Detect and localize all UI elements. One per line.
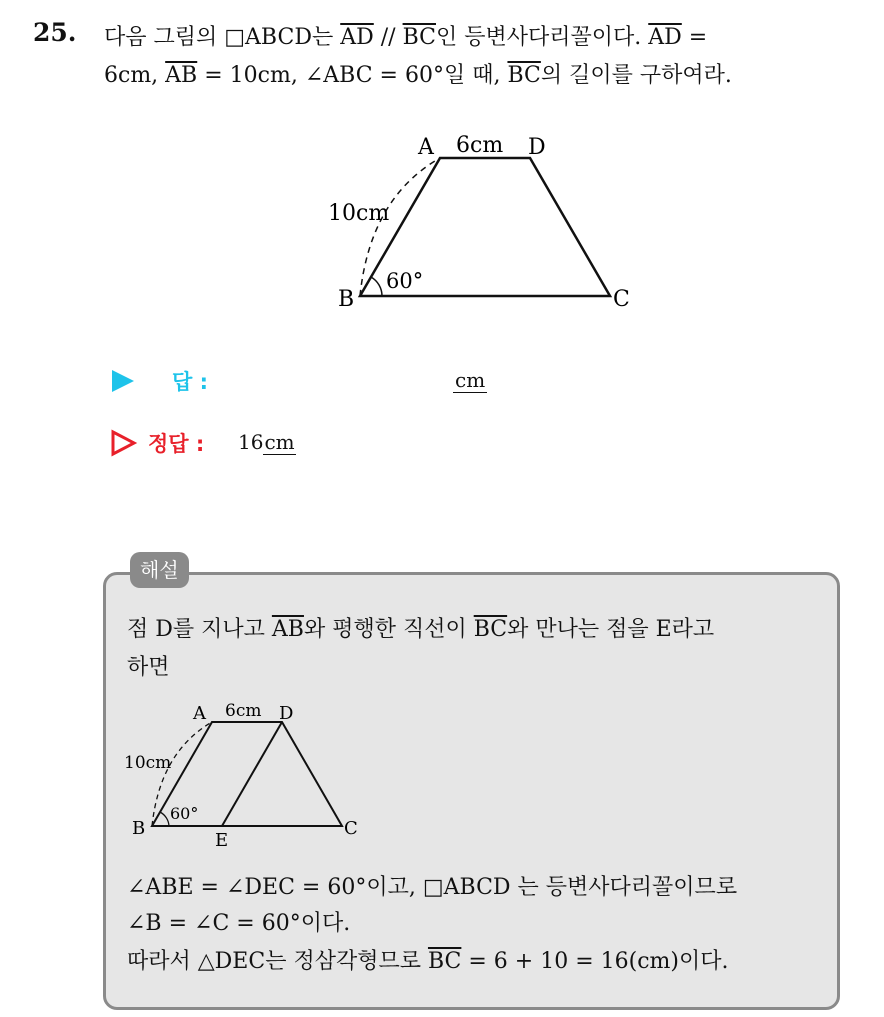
angle-arc [371,277,382,296]
side-ad-label: 6cm [225,701,262,721]
segment-ab: $\overline{AB}$ [271,617,304,642]
solution-text-line-1: 점 D를 지나고 $\overline{AB}$와 평행한 직선이 $\overline{BC}$와 만나는 점을 E라고 [127,617,715,642]
vertex-c-label: C [344,818,358,839]
trapezoid-figure [300,118,660,318]
solution-text-line-5: 따라서 △DEC는 정삼각형므로 $\overline{BC} = 6 + 10 = 16(cm)$이다. [127,949,729,974]
question-text-line-1: 다음 그림의 □ABCD는 $\overline{AD} // \overline{BC}$인 등변사다리꼴이다. $\overline{AD}$ = [104,25,708,50]
solution-text-line-4: ∠B = ∠C = 60°이다. [127,911,351,936]
question-text-line-2: 6cm, $\overline{AB} = 10cm$, ∠ABC = 60°일 때, $\overline{BC}$의 길이를 구하여라. [104,63,732,88]
vertex-a-label: A [193,703,206,724]
segment-bc: $\overline{BC}$ [507,63,541,88]
side-ad-label: 6cm [456,133,504,158]
vertex-b-label: B [132,818,146,839]
answer-input-blank[interactable]: cm [455,368,486,392]
trapezoid-figure-with-e [120,692,380,857]
vertex-b-label: B [338,287,355,312]
segment-ab: $\overline{AB}$ [165,63,198,88]
correct-answer-row [110,424,610,464]
vertex-d-label: D [528,135,546,160]
segment-bc: $\overline{BC}$ [473,617,508,642]
quad-name: □ABCD [224,25,312,50]
segment-bc: $\overline{BC}$ [427,949,462,974]
vertex-c-label: C [613,287,630,312]
question-number: 25. [33,18,77,47]
segment-ad: $\overline{AD}$ [340,25,374,50]
vertex-a-label: A [418,135,434,160]
segment-ad: $\overline{AD}$ [648,25,682,50]
answer-label: 답 : [172,370,208,394]
side-ab-label: 10cm [124,753,172,773]
correct-answer-unit: cm [264,430,295,454]
vertex-d-label: D [279,703,294,724]
play-triangle-icon [110,368,136,394]
correct-answer-value: 16cm [238,430,295,454]
segment-bc: $\overline{BC}$ [402,25,436,50]
vertex-e-label: E [215,830,229,851]
solution-tab: 해설 [130,552,189,588]
solution-text-line-2: 하면 [127,655,170,680]
answer-row [110,362,610,402]
solution-text-line-3: ∠ABE = ∠DEC = 60°이고, □ABCD 는 등변사다리꼴이므로 [127,875,738,900]
correct-answer-label: 정답 : [148,432,205,456]
segment-de [222,722,282,826]
angle-label: 60° [170,804,199,823]
angle-label: 60° [386,269,424,293]
outline-triangle-icon [110,429,138,457]
angle-arc [160,812,169,826]
side-ab-label: 10cm [328,201,390,226]
